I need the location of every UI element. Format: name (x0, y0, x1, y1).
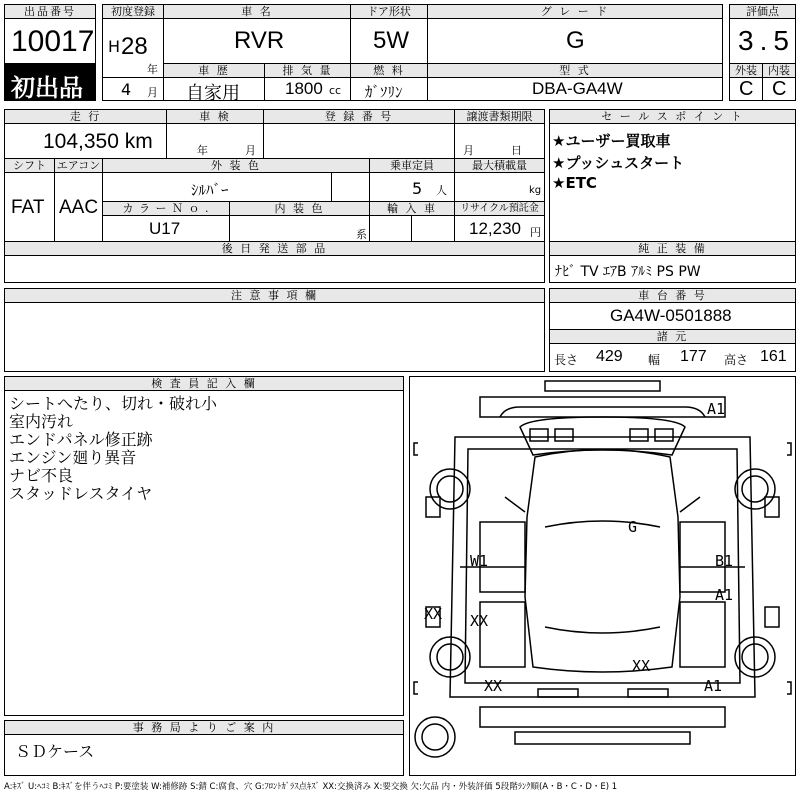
displacement-cell: 1800 cc (264, 77, 351, 101)
equipment: ﾅﾋﾞ TV ｴｱB ｱﾙﾐ PS PW (555, 264, 701, 280)
door-cell (350, 18, 428, 64)
first-reg-label: 初度登録 (102, 4, 164, 19)
later-parts-box (4, 255, 545, 283)
damage-mark: A1 (707, 400, 726, 418)
transfer-label: 譲渡書類期限 (454, 109, 545, 124)
exterior-color-label: 外 装 色 (102, 158, 370, 173)
width: 177 (680, 348, 707, 365)
first-reg-era: H (108, 37, 121, 56)
shift-cell (4, 172, 55, 242)
mileage-cell (4, 123, 167, 159)
grade-cell (427, 18, 723, 64)
exterior-color: ｼﾙﾊﾞｰ (191, 181, 229, 199)
ext-score-label: 外装 (729, 63, 763, 78)
int-score-label: 内装 (762, 63, 796, 78)
aircon-cell (54, 172, 103, 242)
displacement-label: 排 気 量 (264, 63, 351, 78)
damage-mark: XX (484, 677, 503, 695)
capacity: 5 (412, 179, 423, 198)
exterior-color-extra (331, 172, 370, 202)
lot-number-cell (4, 18, 96, 64)
chassis-cell (549, 302, 796, 330)
damage-mark: G (628, 518, 638, 536)
aircon-label: エアコン (54, 158, 103, 173)
registration-cell (263, 123, 455, 159)
first-reg-month-cell: 4 月 (102, 77, 164, 101)
interior-color-cell: 系 (229, 215, 370, 242)
history-cell (163, 77, 265, 101)
history-label: 車 歴 (163, 63, 265, 78)
first-reg-cell: H 28 年 (102, 18, 164, 78)
color-no: U17 (149, 219, 181, 238)
sales-point-3: ★ETC (552, 174, 597, 192)
sales-points-box (549, 123, 796, 242)
damage-mark: XX (632, 657, 651, 675)
sales-point-2: ★プッシュスタート (552, 154, 685, 172)
later-parts-label: 後 日 発 送 部 品 (4, 241, 545, 256)
recycle-cell: 12,230 円 (454, 215, 545, 242)
damage-mark: A1 (715, 586, 734, 604)
ext-score: C (739, 78, 754, 100)
score-label: 評価点 (729, 4, 796, 19)
damage-mark: XX (470, 612, 489, 630)
score-value: 3.5 (738, 25, 795, 56)
inspector-line: エンドパネル修正跡 (9, 430, 153, 449)
displacement: 1800 (285, 79, 323, 98)
car-name: RVR (234, 27, 285, 54)
door-label: ドア形状 (350, 4, 428, 19)
max-load-cell: kg (454, 172, 545, 202)
door-type: 5W (373, 27, 409, 54)
dimensions-cell: 長さ 429 幅 177 高さ 161 (549, 343, 796, 372)
lot-label: 出品番号 (4, 4, 96, 19)
registration-label: 登 録 番 号 (263, 109, 455, 124)
first-reg-year: 28 (121, 33, 148, 60)
grade-label: グ レ ー ド (427, 4, 723, 19)
sales-points-label: セ ー ル ス ポ イ ン ト (549, 109, 796, 124)
office-box (4, 734, 404, 776)
inspector-line: 室内汚れ (9, 412, 74, 431)
first-reg-month: 4 (121, 80, 132, 99)
capacity-label: 乗車定員 (369, 158, 455, 173)
model-label: 型 式 (427, 63, 723, 78)
capacity-cell: 5 人 (369, 172, 455, 202)
first-listing-badge: 初出品 (4, 63, 96, 101)
chassis-label: 車 台 番 号 (549, 288, 796, 303)
import-cell-2 (411, 215, 455, 242)
inspector-line: スタッドレスタイヤ (9, 484, 153, 503)
inspector-label: 検 査 員 記 入 欄 (4, 376, 404, 391)
inspection-cell: 年 月 (166, 123, 264, 159)
int-score-cell (762, 77, 796, 101)
mileage: 104,350 km (43, 130, 153, 153)
equipment-cell (549, 255, 796, 283)
exterior-color-cell (102, 172, 332, 202)
lot-number: 10017 (11, 25, 95, 58)
inspector-line: エンジン廻り異音 (9, 448, 137, 467)
fuel-label: 燃 料 (350, 63, 428, 78)
fuel: ｶﾞｿﾘﾝ (365, 83, 403, 101)
int-score: C (772, 78, 787, 100)
transfer-cell: 月 日 (454, 123, 545, 159)
damage-mark: W1 (470, 552, 489, 570)
damage-mark: A1 (704, 677, 723, 695)
notes-label: 注 意 事 項 欄 (4, 288, 545, 303)
length: 429 (596, 348, 623, 365)
notes-box (4, 302, 545, 372)
model-cell (427, 77, 723, 101)
fuel-cell (350, 77, 428, 101)
import-cell-1 (369, 215, 412, 242)
import-label: 輸 入 車 (369, 201, 455, 216)
damage-mark: XX (424, 605, 443, 623)
max-load-label: 最大積載量 (454, 158, 545, 173)
inspector-line: ナビ不良 (9, 466, 74, 485)
equipment-label: 純 正 装 備 (549, 241, 796, 256)
score-cell (729, 18, 796, 64)
shift-label: シフト (4, 158, 55, 173)
aircon: AAC (59, 197, 99, 218)
model-code: DBA-GA4W (532, 79, 623, 98)
interior-color-label: 内 装 色 (229, 201, 370, 216)
grade: G (566, 27, 585, 54)
color-no-cell (102, 215, 230, 242)
shift: FAT (11, 197, 45, 218)
car-outline (410, 377, 795, 775)
car-name-label: 車 名 (163, 4, 351, 19)
inspector-box (4, 390, 404, 716)
history: 自家用 (186, 83, 240, 101)
recycle-fee: 12,230 (469, 219, 521, 238)
office-label: 事 務 局 よ り ご 案 内 (4, 720, 404, 735)
ext-score-cell (729, 77, 763, 101)
sales-point-1: ★ユーザー買取車 (552, 132, 671, 150)
inspection-label: 車 検 (166, 109, 264, 124)
chassis-number: GA4W-0501888 (610, 306, 732, 325)
office-note: ＳＤケース (15, 742, 95, 761)
color-no-label: カ ラ ー Ｎ ｏ . (102, 201, 230, 216)
car-name-cell (163, 18, 351, 64)
height: 161 (760, 348, 787, 365)
recycle-label: リサイクル預託金 (454, 201, 545, 216)
dimensions-label: 諸 元 (549, 329, 796, 344)
damage-mark: B1 (715, 552, 734, 570)
legend-footer: A:ｷｽﾞ U:ﾍｺﾐ B:ｷｽﾞを伴うﾍｺﾐ P:要塗装 W:補修跡 S:錆 C:腐食、穴 G:ﾌﾛﾝﾄｶﾞﾗｽ点ｷｽﾞ XX:交換済み X:要交換 欠:欠品 内・外装評価 5段階ﾗﾝｸ順(A・B・C・D・E) 1 (4, 782, 618, 792)
mileage-label: 走 行 (4, 109, 167, 124)
car-diagram (409, 376, 796, 776)
inspector-line: シートへたり、切れ・破れ小 (9, 394, 218, 413)
